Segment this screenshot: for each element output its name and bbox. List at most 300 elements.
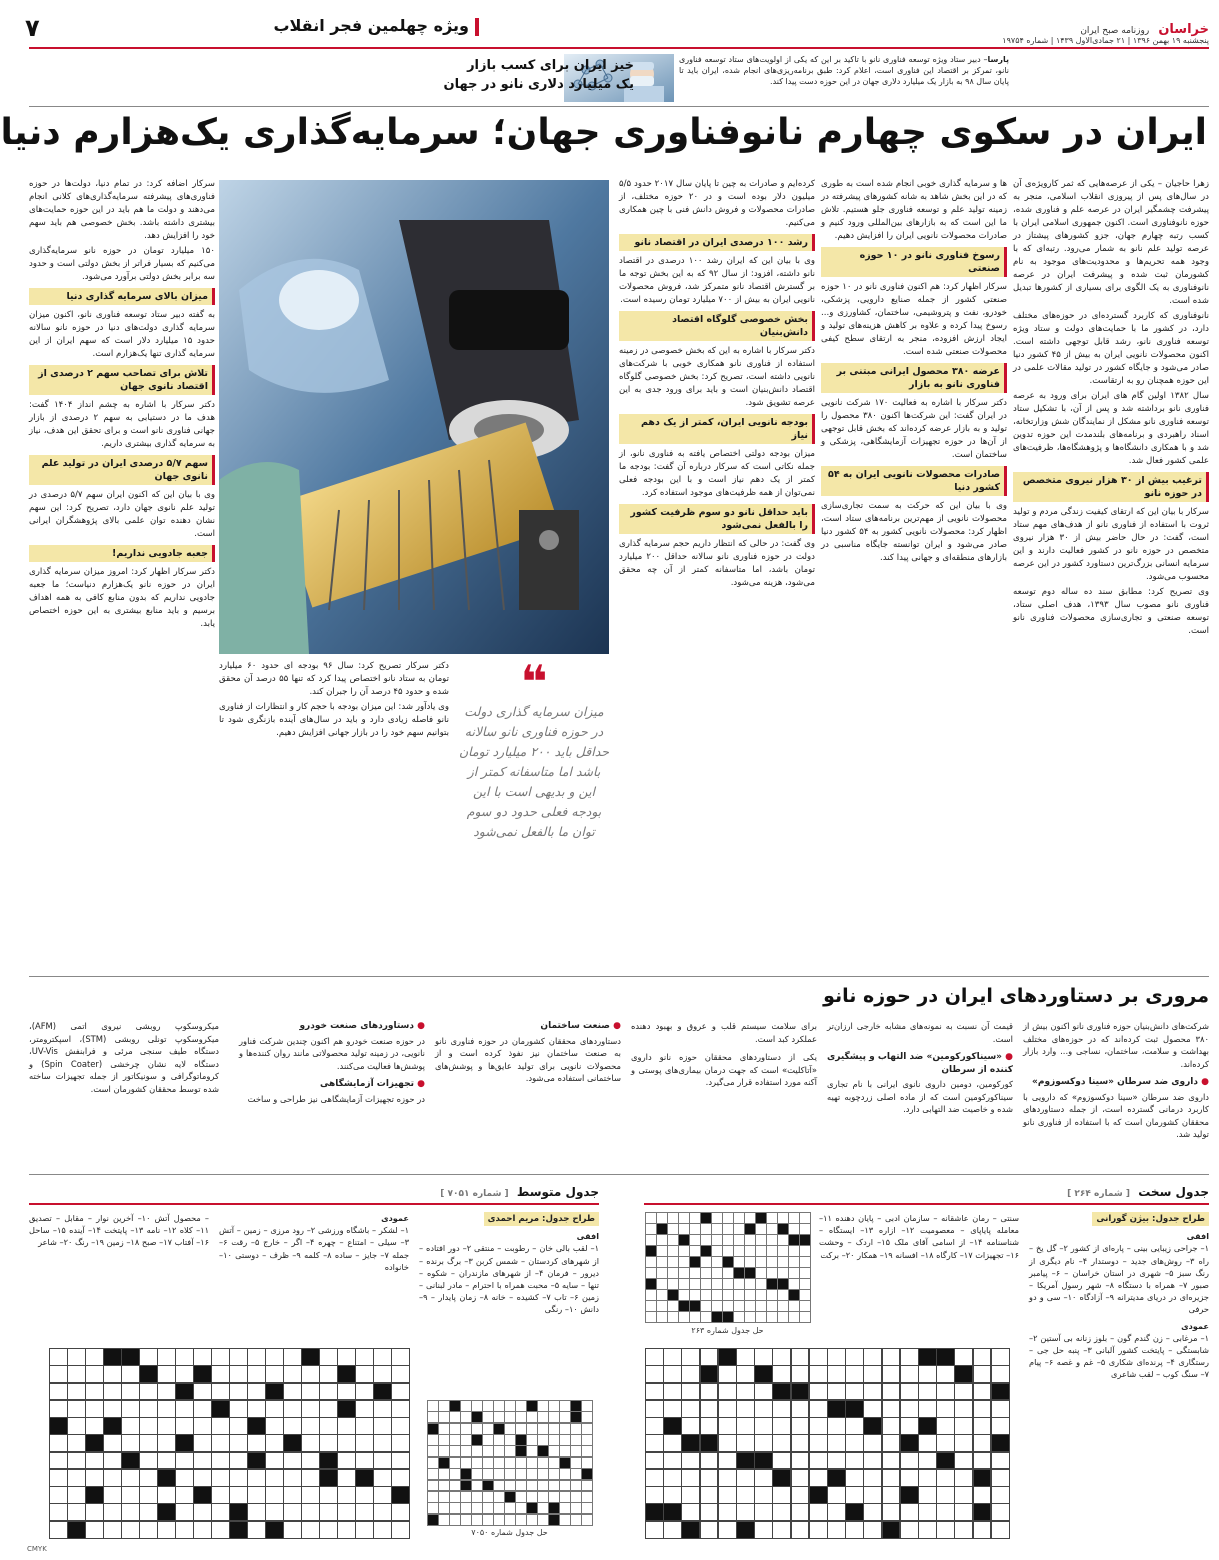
crossword-cell[interactable] bbox=[471, 1491, 483, 1503]
crossword-cell[interactable] bbox=[211, 1486, 230, 1504]
crossword-cell[interactable] bbox=[936, 1400, 955, 1418]
crossword-cell[interactable] bbox=[559, 1434, 571, 1446]
crossword-cell[interactable] bbox=[645, 1486, 664, 1504]
crossword-cell[interactable] bbox=[581, 1400, 593, 1412]
crossword-cell[interactable] bbox=[689, 1289, 701, 1301]
crossword-cell[interactable] bbox=[247, 1521, 266, 1539]
crossword-cell[interactable] bbox=[863, 1434, 882, 1452]
crossword-cell[interactable] bbox=[103, 1434, 122, 1452]
crossword-cell[interactable] bbox=[936, 1486, 955, 1504]
crossword-cell[interactable] bbox=[337, 1348, 356, 1366]
crossword-cell[interactable] bbox=[526, 1514, 538, 1526]
crossword-cell[interactable] bbox=[900, 1400, 919, 1418]
crossword-cell[interactable] bbox=[526, 1434, 538, 1446]
crossword-cell[interactable] bbox=[744, 1256, 756, 1268]
crossword-cell[interactable] bbox=[570, 1491, 582, 1503]
crossword-cell[interactable] bbox=[471, 1502, 483, 1514]
crossword-cell[interactable] bbox=[754, 1503, 773, 1521]
crossword-cell[interactable] bbox=[663, 1469, 682, 1487]
crossword-cell[interactable] bbox=[548, 1411, 560, 1423]
crossword-cell[interactable] bbox=[700, 1469, 719, 1487]
crossword-cell[interactable] bbox=[427, 1480, 439, 1492]
crossword-cell[interactable] bbox=[337, 1452, 356, 1470]
crossword-cell[interactable] bbox=[449, 1457, 461, 1469]
crossword-cell[interactable] bbox=[301, 1383, 320, 1401]
crossword-cell[interactable] bbox=[733, 1212, 745, 1224]
crossword-cell[interactable] bbox=[645, 1267, 657, 1279]
crossword-cell[interactable] bbox=[791, 1503, 810, 1521]
crossword-cell[interactable] bbox=[656, 1311, 668, 1323]
crossword-cell[interactable] bbox=[900, 1521, 919, 1539]
crossword-cell[interactable] bbox=[265, 1469, 284, 1487]
crossword-cell[interactable] bbox=[827, 1503, 846, 1521]
crossword-cell[interactable] bbox=[193, 1383, 212, 1401]
crossword-cell[interactable] bbox=[391, 1521, 410, 1539]
crossword-cell[interactable] bbox=[754, 1348, 773, 1366]
crossword-cell[interactable] bbox=[391, 1348, 410, 1366]
crossword-cell[interactable] bbox=[581, 1514, 593, 1526]
crossword-cell[interactable] bbox=[777, 1234, 789, 1246]
crossword-cell[interactable] bbox=[460, 1491, 472, 1503]
crossword-cell[interactable] bbox=[755, 1256, 767, 1268]
crossword-cell[interactable] bbox=[954, 1521, 973, 1539]
crossword-cell[interactable] bbox=[791, 1365, 810, 1383]
crossword-cell[interactable] bbox=[788, 1245, 800, 1257]
crossword-cell[interactable] bbox=[265, 1486, 284, 1504]
crossword-cell[interactable] bbox=[689, 1245, 701, 1257]
crossword-cell[interactable] bbox=[777, 1212, 789, 1224]
crossword-cell[interactable] bbox=[711, 1256, 723, 1268]
crossword-cell[interactable] bbox=[449, 1480, 461, 1492]
crossword-cell[interactable] bbox=[667, 1267, 679, 1279]
crossword-cell[interactable] bbox=[645, 1400, 664, 1418]
crossword-cell[interactable] bbox=[229, 1400, 248, 1418]
crossword-cell[interactable] bbox=[211, 1469, 230, 1487]
crossword-cell[interactable] bbox=[265, 1417, 284, 1435]
crossword-cell[interactable] bbox=[121, 1521, 140, 1539]
crossword-cell[interactable] bbox=[754, 1486, 773, 1504]
crossword-cell[interactable] bbox=[809, 1469, 828, 1487]
crossword-cell[interactable] bbox=[954, 1434, 973, 1452]
crossword-cell[interactable] bbox=[438, 1434, 450, 1446]
crossword-cell[interactable] bbox=[681, 1417, 700, 1435]
crossword-cell[interactable] bbox=[718, 1503, 737, 1521]
crossword-cell[interactable] bbox=[85, 1417, 104, 1435]
crossword-cell[interactable] bbox=[493, 1502, 505, 1514]
crossword-cell[interactable] bbox=[157, 1348, 176, 1366]
crossword-cell[interactable] bbox=[991, 1348, 1010, 1366]
crossword-cell[interactable] bbox=[973, 1486, 992, 1504]
crossword-cell[interactable] bbox=[211, 1365, 230, 1383]
crossword-cell[interactable] bbox=[537, 1423, 549, 1435]
crossword-cell[interactable] bbox=[157, 1452, 176, 1470]
crossword-cell[interactable] bbox=[733, 1234, 745, 1246]
crossword-cell[interactable] bbox=[663, 1452, 682, 1470]
crossword-cell[interactable] bbox=[67, 1434, 86, 1452]
crossword-cell[interactable] bbox=[247, 1348, 266, 1366]
crossword-cell[interactable] bbox=[645, 1521, 664, 1539]
crossword-cell[interactable] bbox=[711, 1223, 723, 1235]
crossword-cell[interactable] bbox=[355, 1521, 374, 1539]
crossword-cell[interactable] bbox=[733, 1256, 745, 1268]
crossword-cell[interactable] bbox=[711, 1289, 723, 1301]
crossword-cell[interactable] bbox=[355, 1503, 374, 1521]
crossword-cell[interactable] bbox=[791, 1400, 810, 1418]
crossword-cell[interactable] bbox=[791, 1486, 810, 1504]
crossword-cell[interactable] bbox=[175, 1521, 194, 1539]
crossword-cell[interactable] bbox=[788, 1223, 800, 1235]
crossword-cell[interactable] bbox=[49, 1400, 68, 1418]
crossword-cell[interactable] bbox=[755, 1311, 767, 1323]
crossword-cell[interactable] bbox=[736, 1400, 755, 1418]
crossword-cell[interactable] bbox=[678, 1311, 690, 1323]
crossword-cell[interactable] bbox=[766, 1234, 778, 1246]
crossword-cell[interactable] bbox=[229, 1365, 248, 1383]
crossword-cell[interactable] bbox=[157, 1400, 176, 1418]
crossword-cell[interactable] bbox=[809, 1503, 828, 1521]
crossword-cell[interactable] bbox=[139, 1503, 158, 1521]
crossword-cell[interactable] bbox=[570, 1457, 582, 1469]
crossword-cell[interactable] bbox=[355, 1486, 374, 1504]
crossword-cell[interactable] bbox=[301, 1434, 320, 1452]
crossword-cell[interactable] bbox=[460, 1502, 472, 1514]
crossword-cell[interactable] bbox=[482, 1468, 494, 1480]
crossword-cell[interactable] bbox=[482, 1411, 494, 1423]
crossword-cell[interactable] bbox=[493, 1480, 505, 1492]
crossword-cell[interactable] bbox=[954, 1417, 973, 1435]
crossword-cell[interactable] bbox=[515, 1491, 527, 1503]
crossword-cell[interactable] bbox=[718, 1417, 737, 1435]
crossword-cell[interactable] bbox=[882, 1348, 901, 1366]
crossword-cell[interactable] bbox=[49, 1434, 68, 1452]
crossword-cell[interactable] bbox=[548, 1423, 560, 1435]
crossword-cell[interactable] bbox=[845, 1348, 864, 1366]
crossword-cell[interactable] bbox=[711, 1212, 723, 1224]
crossword-cell[interactable] bbox=[460, 1514, 472, 1526]
crossword-cell[interactable] bbox=[882, 1417, 901, 1435]
crossword-cell[interactable] bbox=[482, 1491, 494, 1503]
crossword-cell[interactable] bbox=[121, 1417, 140, 1435]
crossword-cell[interactable] bbox=[645, 1234, 657, 1246]
crossword-cell[interactable] bbox=[845, 1486, 864, 1504]
crossword-cell[interactable] bbox=[799, 1212, 811, 1224]
crossword-cell[interactable] bbox=[863, 1383, 882, 1401]
crossword-cell[interactable] bbox=[918, 1434, 937, 1452]
crossword-cell[interactable] bbox=[121, 1503, 140, 1521]
crossword-cell[interactable] bbox=[373, 1503, 392, 1521]
crossword-cell[interactable] bbox=[936, 1503, 955, 1521]
crossword-cell[interactable] bbox=[548, 1400, 560, 1412]
crossword-cell[interactable] bbox=[193, 1503, 212, 1521]
crossword-cell[interactable] bbox=[809, 1400, 828, 1418]
crossword-cell[interactable] bbox=[799, 1245, 811, 1257]
crossword-cell[interactable] bbox=[700, 1267, 712, 1279]
crossword-cell[interactable] bbox=[918, 1452, 937, 1470]
crossword-cell[interactable] bbox=[449, 1411, 461, 1423]
crossword-cell[interactable] bbox=[460, 1411, 472, 1423]
crossword-cell[interactable] bbox=[581, 1480, 593, 1492]
crossword-cell[interactable] bbox=[515, 1411, 527, 1423]
crossword-cell[interactable] bbox=[736, 1486, 755, 1504]
crossword-cell[interactable] bbox=[754, 1521, 773, 1539]
crossword-cell[interactable] bbox=[863, 1469, 882, 1487]
crossword-cell[interactable] bbox=[766, 1311, 778, 1323]
crossword-cell[interactable] bbox=[373, 1400, 392, 1418]
crossword-cell[interactable] bbox=[49, 1521, 68, 1539]
crossword-cell[interactable] bbox=[559, 1423, 571, 1435]
crossword-cell[interactable] bbox=[559, 1480, 571, 1492]
crossword-cell[interactable] bbox=[49, 1503, 68, 1521]
crossword-cell[interactable] bbox=[471, 1423, 483, 1435]
crossword-cell[interactable] bbox=[319, 1348, 338, 1366]
crossword-cell[interactable] bbox=[689, 1223, 701, 1235]
crossword-cell[interactable] bbox=[755, 1300, 767, 1312]
hard-crossword-grid[interactable] bbox=[645, 1348, 1009, 1538]
crossword-cell[interactable] bbox=[863, 1400, 882, 1418]
crossword-cell[interactable] bbox=[744, 1278, 756, 1290]
crossword-cell[interactable] bbox=[882, 1400, 901, 1418]
crossword-cell[interactable] bbox=[791, 1469, 810, 1487]
crossword-cell[interactable] bbox=[772, 1434, 791, 1452]
crossword-cell[interactable] bbox=[355, 1434, 374, 1452]
crossword-cell[interactable] bbox=[526, 1457, 538, 1469]
crossword-cell[interactable] bbox=[689, 1278, 701, 1290]
crossword-cell[interactable] bbox=[504, 1423, 516, 1435]
crossword-cell[interactable] bbox=[283, 1400, 302, 1418]
crossword-cell[interactable] bbox=[438, 1423, 450, 1435]
crossword-cell[interactable] bbox=[656, 1212, 668, 1224]
crossword-cell[interactable] bbox=[772, 1348, 791, 1366]
crossword-cell[interactable] bbox=[247, 1503, 266, 1521]
crossword-cell[interactable] bbox=[247, 1434, 266, 1452]
crossword-cell[interactable] bbox=[736, 1469, 755, 1487]
crossword-cell[interactable] bbox=[515, 1400, 527, 1412]
crossword-cell[interactable] bbox=[175, 1486, 194, 1504]
crossword-cell[interactable] bbox=[337, 1383, 356, 1401]
crossword-cell[interactable] bbox=[211, 1434, 230, 1452]
crossword-cell[interactable] bbox=[656, 1289, 668, 1301]
crossword-cell[interactable] bbox=[157, 1486, 176, 1504]
crossword-cell[interactable] bbox=[229, 1348, 248, 1366]
crossword-cell[interactable] bbox=[559, 1468, 571, 1480]
crossword-cell[interactable] bbox=[139, 1452, 158, 1470]
crossword-cell[interactable] bbox=[736, 1417, 755, 1435]
crossword-cell[interactable] bbox=[85, 1365, 104, 1383]
crossword-cell[interactable] bbox=[936, 1365, 955, 1383]
crossword-cell[interactable] bbox=[689, 1267, 701, 1279]
crossword-cell[interactable] bbox=[67, 1452, 86, 1470]
crossword-cell[interactable] bbox=[67, 1469, 86, 1487]
crossword-cell[interactable] bbox=[722, 1300, 734, 1312]
crossword-cell[interactable] bbox=[427, 1400, 439, 1412]
crossword-cell[interactable] bbox=[667, 1311, 679, 1323]
crossword-cell[interactable] bbox=[973, 1383, 992, 1401]
crossword-cell[interactable] bbox=[667, 1234, 679, 1246]
crossword-cell[interactable] bbox=[718, 1521, 737, 1539]
crossword-cell[interactable] bbox=[157, 1434, 176, 1452]
crossword-cell[interactable] bbox=[493, 1514, 505, 1526]
crossword-cell[interactable] bbox=[548, 1468, 560, 1480]
crossword-cell[interactable] bbox=[799, 1311, 811, 1323]
crossword-cell[interactable] bbox=[548, 1445, 560, 1457]
crossword-cell[interactable] bbox=[656, 1245, 668, 1257]
crossword-cell[interactable] bbox=[900, 1503, 919, 1521]
crossword-cell[interactable] bbox=[67, 1503, 86, 1521]
crossword-cell[interactable] bbox=[766, 1256, 778, 1268]
crossword-cell[interactable] bbox=[733, 1300, 745, 1312]
crossword-cell[interactable] bbox=[973, 1521, 992, 1539]
crossword-cell[interactable] bbox=[791, 1521, 810, 1539]
crossword-cell[interactable] bbox=[283, 1365, 302, 1383]
crossword-cell[interactable] bbox=[827, 1434, 846, 1452]
crossword-cell[interactable] bbox=[247, 1400, 266, 1418]
crossword-cell[interactable] bbox=[827, 1417, 846, 1435]
crossword-cell[interactable] bbox=[438, 1514, 450, 1526]
crossword-cell[interactable] bbox=[863, 1452, 882, 1470]
crossword-cell[interactable] bbox=[559, 1400, 571, 1412]
crossword-cell[interactable] bbox=[973, 1417, 992, 1435]
crossword-cell[interactable] bbox=[548, 1434, 560, 1446]
crossword-cell[interactable] bbox=[373, 1486, 392, 1504]
crossword-cell[interactable] bbox=[809, 1365, 828, 1383]
crossword-cell[interactable] bbox=[559, 1445, 571, 1457]
crossword-cell[interactable] bbox=[373, 1365, 392, 1383]
crossword-cell[interactable] bbox=[863, 1486, 882, 1504]
crossword-cell[interactable] bbox=[283, 1503, 302, 1521]
crossword-cell[interactable] bbox=[570, 1423, 582, 1435]
crossword-cell[interactable] bbox=[918, 1365, 937, 1383]
crossword-cell[interactable] bbox=[537, 1468, 549, 1480]
crossword-cell[interactable] bbox=[211, 1348, 230, 1366]
crossword-cell[interactable] bbox=[229, 1469, 248, 1487]
crossword-cell[interactable] bbox=[570, 1502, 582, 1514]
crossword-cell[interactable] bbox=[301, 1486, 320, 1504]
crossword-cell[interactable] bbox=[515, 1423, 527, 1435]
crossword-cell[interactable] bbox=[882, 1383, 901, 1401]
crossword-cell[interactable] bbox=[777, 1256, 789, 1268]
crossword-cell[interactable] bbox=[427, 1434, 439, 1446]
crossword-cell[interactable] bbox=[581, 1491, 593, 1503]
crossword-cell[interactable] bbox=[319, 1400, 338, 1418]
crossword-cell[interactable] bbox=[229, 1452, 248, 1470]
medium-crossword-grid[interactable] bbox=[49, 1348, 409, 1538]
crossword-cell[interactable] bbox=[799, 1300, 811, 1312]
crossword-cell[interactable] bbox=[711, 1267, 723, 1279]
crossword-cell[interactable] bbox=[438, 1468, 450, 1480]
crossword-cell[interactable] bbox=[427, 1445, 439, 1457]
crossword-cell[interactable] bbox=[645, 1417, 664, 1435]
crossword-cell[interactable] bbox=[863, 1365, 882, 1383]
crossword-cell[interactable] bbox=[337, 1521, 356, 1539]
crossword-cell[interactable] bbox=[482, 1423, 494, 1435]
crossword-cell[interactable] bbox=[526, 1411, 538, 1423]
crossword-cell[interactable] bbox=[460, 1423, 472, 1435]
crossword-cell[interactable] bbox=[973, 1434, 992, 1452]
crossword-cell[interactable] bbox=[772, 1521, 791, 1539]
crossword-cell[interactable] bbox=[193, 1469, 212, 1487]
crossword-cell[interactable] bbox=[175, 1503, 194, 1521]
crossword-cell[interactable] bbox=[391, 1400, 410, 1418]
crossword-cell[interactable] bbox=[936, 1469, 955, 1487]
crossword-cell[interactable] bbox=[700, 1383, 719, 1401]
crossword-cell[interactable] bbox=[827, 1486, 846, 1504]
crossword-cell[interactable] bbox=[229, 1417, 248, 1435]
crossword-cell[interactable] bbox=[103, 1365, 122, 1383]
crossword-cell[interactable] bbox=[733, 1311, 745, 1323]
crossword-cell[interactable] bbox=[427, 1491, 439, 1503]
crossword-cell[interactable] bbox=[718, 1400, 737, 1418]
crossword-cell[interactable] bbox=[526, 1423, 538, 1435]
crossword-cell[interactable] bbox=[667, 1278, 679, 1290]
crossword-cell[interactable] bbox=[193, 1400, 212, 1418]
crossword-cell[interactable] bbox=[645, 1434, 664, 1452]
crossword-cell[interactable] bbox=[139, 1400, 158, 1418]
crossword-cell[interactable] bbox=[754, 1469, 773, 1487]
crossword-cell[interactable] bbox=[991, 1365, 1010, 1383]
crossword-cell[interactable] bbox=[175, 1400, 194, 1418]
crossword-cell[interactable] bbox=[918, 1521, 937, 1539]
crossword-cell[interactable] bbox=[355, 1400, 374, 1418]
crossword-cell[interactable] bbox=[121, 1365, 140, 1383]
crossword-cell[interactable] bbox=[900, 1417, 919, 1435]
crossword-cell[interactable] bbox=[700, 1452, 719, 1470]
crossword-cell[interactable] bbox=[537, 1514, 549, 1526]
crossword-cell[interactable] bbox=[103, 1383, 122, 1401]
crossword-cell[interactable] bbox=[121, 1469, 140, 1487]
crossword-cell[interactable] bbox=[449, 1423, 461, 1435]
crossword-cell[interactable] bbox=[175, 1469, 194, 1487]
crossword-cell[interactable] bbox=[438, 1480, 450, 1492]
crossword-cell[interactable] bbox=[755, 1267, 767, 1279]
crossword-cell[interactable] bbox=[391, 1434, 410, 1452]
crossword-cell[interactable] bbox=[427, 1411, 439, 1423]
crossword-cell[interactable] bbox=[845, 1521, 864, 1539]
crossword-cell[interactable] bbox=[918, 1503, 937, 1521]
crossword-cell[interactable] bbox=[537, 1491, 549, 1503]
crossword-cell[interactable] bbox=[766, 1245, 778, 1257]
crossword-cell[interactable] bbox=[283, 1348, 302, 1366]
crossword-cell[interactable] bbox=[954, 1452, 973, 1470]
crossword-cell[interactable] bbox=[744, 1212, 756, 1224]
crossword-cell[interactable] bbox=[744, 1311, 756, 1323]
crossword-cell[interactable] bbox=[678, 1223, 690, 1235]
crossword-cell[interactable] bbox=[581, 1445, 593, 1457]
crossword-cell[interactable] bbox=[882, 1434, 901, 1452]
crossword-cell[interactable] bbox=[355, 1348, 374, 1366]
crossword-cell[interactable] bbox=[49, 1365, 68, 1383]
crossword-cell[interactable] bbox=[755, 1289, 767, 1301]
crossword-cell[interactable] bbox=[645, 1256, 657, 1268]
crossword-cell[interactable] bbox=[809, 1521, 828, 1539]
crossword-cell[interactable] bbox=[788, 1212, 800, 1224]
crossword-cell[interactable] bbox=[548, 1457, 560, 1469]
crossword-cell[interactable] bbox=[301, 1365, 320, 1383]
crossword-cell[interactable] bbox=[882, 1503, 901, 1521]
crossword-cell[interactable] bbox=[504, 1434, 516, 1446]
crossword-cell[interactable] bbox=[711, 1300, 723, 1312]
crossword-cell[interactable] bbox=[722, 1223, 734, 1235]
crossword-cell[interactable] bbox=[265, 1348, 284, 1366]
crossword-cell[interactable] bbox=[537, 1434, 549, 1446]
crossword-cell[interactable] bbox=[438, 1491, 450, 1503]
crossword-cell[interactable] bbox=[283, 1383, 302, 1401]
crossword-cell[interactable] bbox=[283, 1452, 302, 1470]
crossword-cell[interactable] bbox=[337, 1469, 356, 1487]
crossword-cell[interactable] bbox=[49, 1348, 68, 1366]
crossword-cell[interactable] bbox=[67, 1348, 86, 1366]
crossword-cell[interactable] bbox=[559, 1514, 571, 1526]
crossword-cell[interactable] bbox=[700, 1311, 712, 1323]
